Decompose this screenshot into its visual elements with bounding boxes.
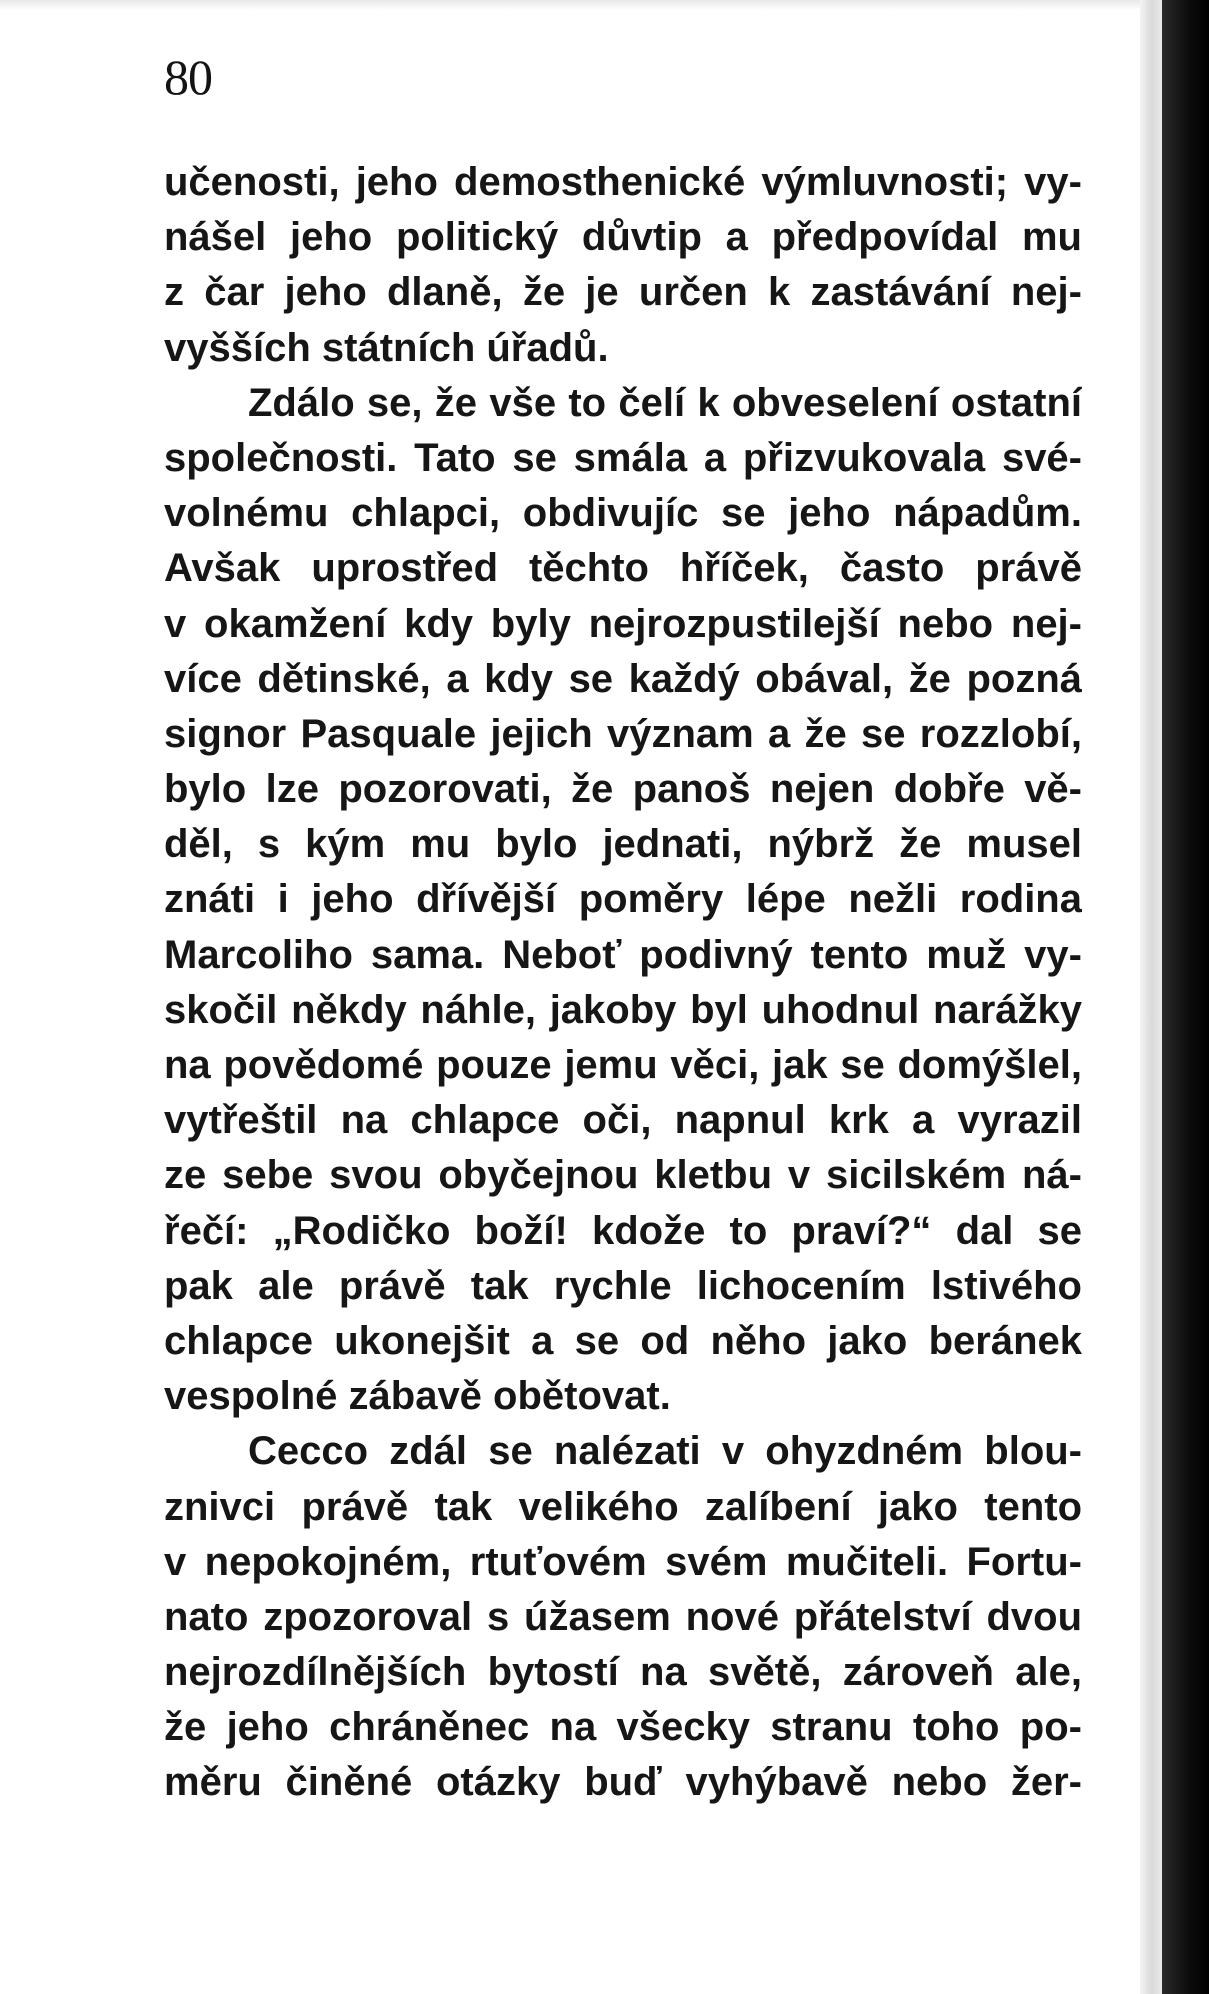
text-line: nejrozdílnějších bytostí na světě, zároveň ale, [164, 1650, 1082, 1695]
text-line: pak ale právě tak rychle lichocením lstivého [164, 1263, 1082, 1308]
paragraph [164, 376, 1082, 1425]
text-line: bylo lze pozorovati, že panoš nejen dobře vě- [164, 767, 1082, 812]
text-line: učenosti, jeho demosthenické výmluvnosti; vy- [164, 160, 1082, 204]
scan-edge-shadow [1162, 0, 1209, 1994]
text-line: nato zpozoroval s úžasem nové přátelství dvou [164, 1594, 1082, 1639]
text-line: Cecco zdál se nalézati v ohyzdném blou- [248, 1429, 1082, 1474]
text-line: společnosti. Tato se smála a přizvukovala své- [164, 435, 1082, 480]
text-line: volnému chlapci, obdivujíc se jeho nápadům. [164, 491, 1082, 536]
text-line: skočil někdy náhle, jakoby byl uhodnul narážky [164, 987, 1082, 1032]
text-line: chlapce ukonejšit a se od něho jako beránek [164, 1318, 1082, 1363]
text-line: z čar jeho dlaně, že je určen k zastávání nej- [164, 270, 1082, 315]
text-line: v okamžení kdy byly nejrozpustilejší nebo nej- [164, 601, 1082, 646]
text-line: Marcoliho sama. Neboť podivný tento muž vy- [164, 932, 1082, 977]
text-line: více dětinské, a kdy se každý obával, že pozná [164, 656, 1082, 701]
paragraph [164, 1424, 1082, 1810]
page-number: 80 [164, 49, 212, 105]
text-line: znivci právě tak velikého zalíbení jako tento [164, 1484, 1082, 1529]
text-line: vyšších státních úřadů. [164, 325, 609, 370]
paragraph [164, 155, 1082, 376]
text-line: Zdálo se, že vše to čelí k obveselení ostatní [248, 380, 1082, 425]
text-line: na povědomé pouze jemu věci, jak se domýšlel, [164, 1043, 1082, 1087]
page-top-edge [0, 0, 1174, 10]
text-line: signor Pasquale jejich význam a že se rozzlobí, [164, 711, 1082, 756]
text-line: nášel jeho politický důvtip a předpovídal mu [164, 215, 1082, 260]
text-line: měru činěné otázky buď vyhýbavě nebo žer- [164, 1760, 1082, 1805]
text-line: vytřeštil na chlapce oči, napnul krk a vyrazil [164, 1098, 1082, 1143]
text-line: řečí: „Rodičko boží! kdože to praví?“ dal se [164, 1208, 1082, 1253]
text-line: vespolné zábavě obětovat. [164, 1374, 671, 1419]
body-text [164, 155, 1082, 1811]
text-line: znáti i jeho dřívější poměry lépe nežli rodina [164, 877, 1082, 922]
text-line: že jeho chráněnec na všecky stranu toho po- [164, 1705, 1082, 1750]
text-line: děl, s kým mu bylo jednati, nýbrž že musel [164, 822, 1082, 867]
text-line: v nepokojném, rtuťovém svém mučiteli. Fortu- [164, 1539, 1082, 1584]
text-line: ze sebe svou obyčejnou kletbu v sicilském ná- [164, 1153, 1082, 1198]
text-line: Avšak uprostřed těchto hříček, často právě [164, 546, 1082, 591]
